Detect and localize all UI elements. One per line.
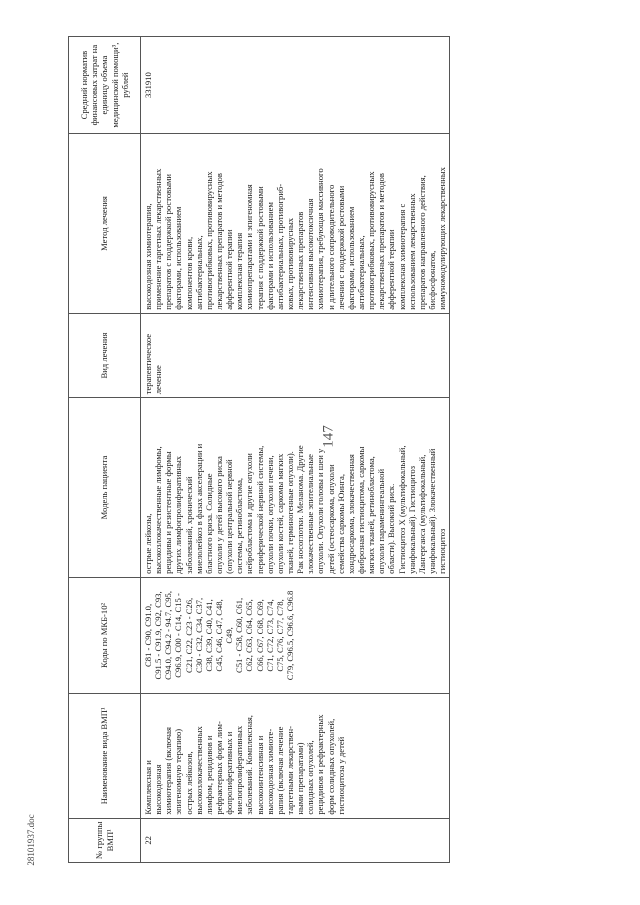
cell-treatment-method-line: антибактериальных, — [355, 235, 366, 310]
cell-patient-model-line: опухоли почки, опухоли печени, — [264, 455, 275, 574]
vmp-table — [68, 36, 450, 863]
cell-mkb-codes-line: C62, C63, C64, C65, — [244, 599, 255, 672]
cell-patient-model-line: опухоли. Опухоли головы и шеи у — [315, 448, 326, 574]
cell-patient-model-line: высокозлокачественные лимфомы, — [153, 446, 164, 574]
table-header-row — [69, 37, 141, 863]
cell-patient-model-line: унифокальный). Гистиоцитоз — [406, 465, 417, 574]
cell-group-number: 22 — [141, 818, 450, 862]
cell-treatment-method-line: комплексная химиотерапия с — [396, 203, 407, 310]
cell-patient-model-line: фиброзная гистиоцитома, саркомы — [355, 446, 366, 574]
cell-treatment-method-line: противогрибковых, противовирусных — [366, 171, 377, 310]
cell-vmp-name-line: солидных опухолей, — [305, 740, 316, 815]
cell-mkb-codes-line: C79, C96.5, C96.6, C96.8 — [284, 590, 295, 681]
cell-patient-model-line: системы, ретинобластома, — [234, 477, 245, 574]
document-id: 28101937.doc — [26, 814, 36, 866]
cell-patient-model-line: опухоли параменингеальной — [376, 468, 387, 574]
cell-vmp-name-line: высокоинтенсивная и — [254, 735, 265, 815]
cell-patient-model-line: области). Высокий риск. — [386, 483, 397, 574]
cell-mkb-codes — [141, 577, 450, 693]
cell-treatment-type: терапевтическое лечение — [141, 313, 450, 398]
cell-treatment-method-line: антибактериальных, противогриб- — [274, 183, 285, 310]
cell-treatment-method-line: ковых, противовирусных — [284, 217, 295, 310]
cell-mkb-codes-line: C21, C22, C23 - C26, — [183, 597, 194, 674]
cell-treatment-method-line: афферентной терапии — [224, 229, 235, 310]
cell-treatment-method-line: и длительного сопроводительного — [325, 184, 336, 310]
cell-treatment-method-line: применение таргетных лекарственных — [153, 168, 164, 310]
cell-patient-model-line: рецидивы и резистентные формы — [163, 451, 174, 574]
cell-treatment-method-line: иммуномодулирующих лекарственных — [437, 167, 448, 310]
cell-patient-model-line: острые лейкозы, — [143, 513, 153, 574]
header-vmp-name: Наименование вида ВМП¹ — [69, 694, 141, 819]
cell-patient-model-line: Гистиоцитоз X (мультифокальный, — [396, 445, 407, 574]
cell-mkb-codes-line: C66, C67, C68, C69, — [254, 599, 265, 672]
cell-vmp-name-line: острых лейкозов, — [183, 751, 194, 815]
cell-patient-model-line: (опухоли центральной нервной — [224, 459, 235, 574]
cell-treatment-method-line: использованием лекарственных — [406, 193, 417, 310]
cell-treatment-method-line: химиотерапия, требующая массивного — [315, 168, 326, 310]
cell-mkb-codes-line: C51 - C58, C60, C61, — [234, 597, 245, 674]
cell-treatment-method-line: препаратов направленного действия, — [416, 175, 427, 310]
cell-vmp-name-line: химиотерапия (включая — [163, 727, 174, 815]
cell-treatment-method-line: факторами, использованием — [173, 206, 184, 310]
cell-mkb-codes-line: C30 - C32, C34, C37, — [193, 597, 204, 674]
cell-vmp-name-line: фопролиферативных и — [224, 731, 235, 815]
cell-patient-model-line: злокачественные эпителиальные — [305, 454, 316, 574]
cell-treatment-method — [141, 134, 450, 314]
cell-patient-model — [141, 398, 450, 578]
cell-treatment-method-line: химиопрепаратами и эпигеномная — [244, 184, 255, 310]
cell-treatment-method-line: факторами, использованием — [345, 206, 356, 310]
cell-vmp-name-line: высокозлокачественных — [193, 726, 204, 815]
cell-mkb-codes-line: C94.0, C94.2 - 94.7, C95, — [163, 591, 174, 680]
cell-patient-model-line: тканей, герминогенные опухоли). — [284, 451, 295, 574]
cell-mkb-codes-line: C45, C46, C47, C48, — [213, 599, 224, 672]
cell-vmp-name-line: эпигеномную терапию) — [173, 728, 184, 815]
cell-treatment-method-line: интенсивная высокотоксичная — [305, 198, 316, 310]
cell-patient-model-line: детей (остеосаркома, опухоли — [325, 464, 336, 574]
cell-mkb-codes-line: C38, C39, C40, C41, — [203, 599, 214, 672]
page-number: 147 — [320, 425, 337, 448]
cell-treatment-method-line: бисфосфонатов, — [426, 250, 437, 310]
header-patient-model: Модель пациента — [69, 398, 141, 578]
cell-treatment-method-line: лекарственных препаратов и методов — [213, 173, 224, 310]
cell-vmp-name-line: высокодозная — [153, 764, 164, 815]
cell-vmp-name-line: таргетными лекарствен- — [284, 726, 295, 815]
cell-patient-model-line: хондросаркома, злокачественная — [345, 454, 356, 574]
cell-vmp-name-line: рефрактерных форм лим- — [213, 721, 224, 815]
header-treatment-method: Метод лечения — [69, 134, 141, 314]
cell-patient-model-line: семейства саркомы Юинга, — [335, 473, 346, 574]
cell-vmp-name-line: заболеваний. Комплексная, — [244, 715, 255, 815]
cell-treatment-method-line: противогрибковых, противовирусных — [203, 171, 214, 310]
cell-patient-model-line: опухоли у детей высокого риска — [213, 456, 224, 574]
cell-treatment-method-line: афферентной терапии — [386, 229, 397, 310]
cell-patient-model-line: гистиоцитоз — [437, 528, 448, 574]
cell-patient-model-line: периферической нервной системы, — [254, 445, 265, 574]
cell-treatment-method-line: компонентов крови, — [183, 236, 194, 310]
cell-mkb-codes-line: C75, C76, C77, C78, — [274, 599, 285, 672]
header-mkb-codes: Коды по МКБ-10² — [69, 577, 141, 693]
cell-vmp-name-line: миелопролиферативных — [234, 725, 245, 815]
cell-treatment-method-line: препаратов с поддержкой ростовыми — [163, 173, 174, 310]
cell-patient-model-line: опухоли костей, саркомы мягких — [274, 453, 285, 574]
cell-patient-model-line: нейробластома и другие опухоли — [244, 453, 255, 574]
cell-patient-model-line: Рак носоглотки. Меланома. Другие — [295, 445, 306, 574]
cell-vmp-name-line: ными препаратами) — [295, 742, 306, 815]
cell-treatment-method-line: лечения с поддержкой ростовыми — [335, 185, 346, 310]
cell-patient-model-line: других лимфопролиферативных — [173, 455, 184, 574]
cell-mkb-codes-line: C91.5 - C91.9, C92, C93, — [153, 591, 164, 680]
cell-mkb-codes-line: C71, C72, C73, C74, — [264, 599, 275, 672]
header-group-number: № группы ВМП¹ — [69, 818, 141, 862]
cell-treatment-method-line: антибактериальных, — [193, 235, 204, 310]
cell-vmp-name-line: Комплексная и — [143, 760, 153, 815]
cell-vmp-name — [141, 694, 450, 819]
table-row — [141, 37, 450, 863]
header-average-cost: Средний норматив финансовых затрат на единицу объема медицинской помощи³, рублей — [69, 37, 141, 134]
cell-treatment-method-line: лекарственных препаратов и методов — [376, 173, 387, 310]
cell-vmp-name-line: гистиоцитоза у детей — [335, 736, 346, 815]
cell-treatment-method-line: высокодозная химиотерапия, — [143, 203, 153, 310]
cell-vmp-name-line: высокодозная химиоте- — [264, 728, 275, 815]
cell-patient-model-line: унифокальный). Злокачественный — [426, 448, 437, 574]
cell-vmp-name-line: лимфом, рецидивов и — [203, 735, 214, 815]
cell-treatment-method-line: лекарственных препаратов — [295, 211, 306, 310]
cell-treatment-method-line: терапия с поддержкой ростовыми — [254, 186, 265, 310]
cell-mkb-codes-line: C96.9, C00 - C14, C15 - — [173, 593, 184, 678]
header-treatment-type: Вид лечения — [69, 313, 141, 398]
cell-mkb-codes-line: C49, — [224, 627, 235, 644]
cell-patient-model-line: Лангерганса (мультифокальный, — [416, 454, 427, 574]
cell-treatment-method-line: факторами и использованием — [264, 202, 275, 310]
rotated-table-container — [68, 36, 608, 863]
cell-treatment-method-line: комплексная терапия — [234, 232, 245, 310]
cell-patient-model-line: заболеваний, хронический — [183, 476, 194, 574]
cell-vmp-name-line: рапия (включая лечение — [274, 726, 285, 815]
cell-vmp-name-line: рецидивов и рефрактерных — [315, 714, 326, 815]
cell-mkb-codes-line: C81 - C90, C91.0, — [143, 603, 153, 667]
cell-average-cost: 331910 — [141, 37, 450, 134]
cell-vmp-name-line: форм солидных опухолей, — [325, 718, 336, 815]
cell-patient-model-line: бластного криза. Солидные — [203, 473, 214, 574]
cell-patient-model-line: миелолейкоз в фазах акселерации и — [193, 443, 204, 574]
cell-patient-model-line: мягких тканей, ретинобластома, — [366, 456, 377, 574]
